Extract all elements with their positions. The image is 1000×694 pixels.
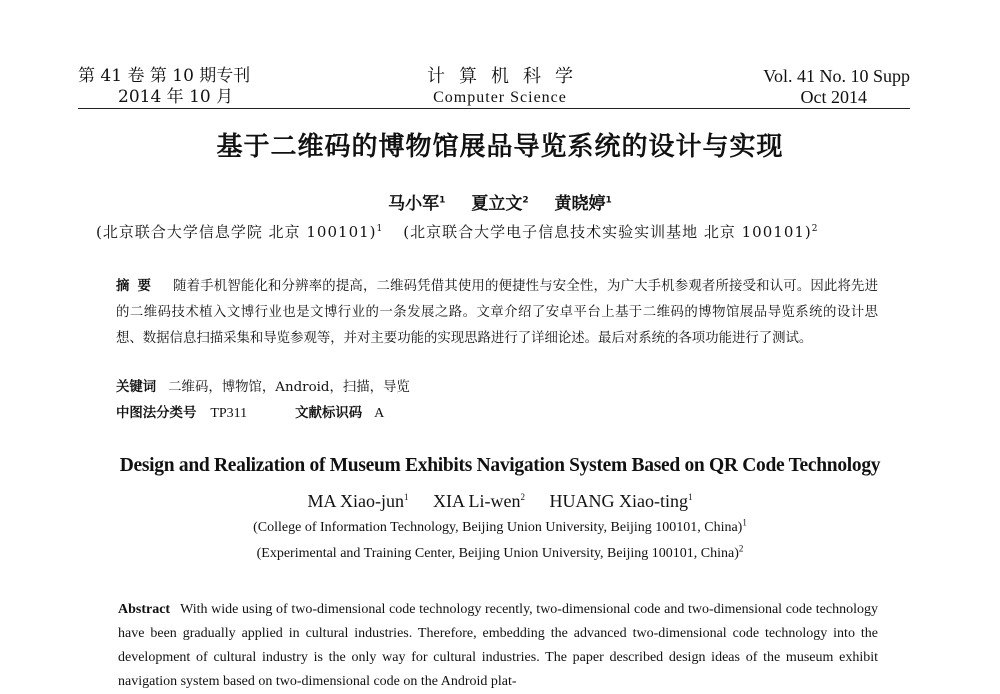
issue-line: 第 41 卷 第 10 期专刊 [78,66,251,86]
author-en [308,491,409,511]
author-name: 夏立文 [471,194,523,214]
running-header-right [763,66,910,108]
abstract-label-cn: 摘要 [116,279,160,294]
classification-cn [116,404,384,424]
issue-date: 2014 年 10 月 [118,87,234,107]
author-sup: 2 [520,492,525,502]
doc-code-label: 文献标识码 [295,406,363,421]
affiliation-en: (Experimental and Training Center, Beijing Union University, Beijing 100101, China) [256,546,739,561]
date-en: Oct 2014 [800,87,867,107]
affiliation-cn: (北京联合大学信息学院 北京 100101) [96,223,377,241]
affiliation-sup: 2 [738,543,744,554]
doc-code-value: A [374,406,385,421]
affiliation-cn: (北京联合大学电子信息技术实验实训基地 北京 100101) [403,223,812,241]
affiliation-en-1 [0,517,1000,536]
clc-label: 中图法分类号 [116,406,197,421]
author-sup: 1 [404,492,409,502]
affiliation-sup: 2 [811,224,819,234]
affiliation-en: (College of Information Technology, Beijing Union University, Beijing 100101, China) [253,520,743,535]
author-sup: 1 [439,195,446,206]
abstract-text-cn: 随着手机智能化和分辨率的提高，二维码凭借其使用的便捷性与安全性，为广大手机参观者所接受和认可。因此将先进的二维码技术植入文博行业也是文博行业的一条发展之路。文章介绍了安卓平台上基于二维码的博物馆展品导览系统的设计思想、数据信息扫描采集和导览参观等，并对主要功能的实现思路进行了详细论述。最后对系统的各项功能进行了测试。 [116,279,879,346]
author-sup: 1 [605,195,612,206]
author-sup: 1 [687,492,693,502]
abstract-label-en: Abstract [118,602,171,617]
author-sup: 2 [522,195,529,206]
paper-title-cn: 基于二维码的博物馆展品导览系统的设计与实现 [216,132,784,162]
author-list-en [0,491,1000,512]
journal-name-en: Computer Science [433,89,567,106]
author-en [550,491,693,511]
author-name: MA Xiao-jun [307,491,405,511]
author-en [433,491,525,511]
author-name: HUANG Xiao-ting [549,491,688,511]
author-name: 马小军 [388,194,440,214]
journal-name-cn: 计算机科学 [427,66,587,87]
paper-title-en: Design and Realization of Museum Exhibits Navigation System Based on QR Code Technology [119,455,881,476]
affiliation-sup: 1 [742,517,747,528]
clc-value: TP311 [210,406,248,421]
keywords-label-cn: 关键词 [116,380,157,395]
author-cn [388,194,445,214]
abstract-text-en: With wide using of two-dimensional code technology recently, two-dimensional code and two-dimensional code technology have been gradually applied in cultural industries. Therefore, embedding the advanced two-dimensional code technology into the development of cultural industry is the only way for cultural industries. The paper described design ideas of the museum exhibit navigation system based on two-dimensional code on the Android plat- [118,602,878,689]
author-list-cn [0,189,1000,214]
author-name: XIA Li-wen [433,491,521,511]
volume-en: Vol. 41 No. 10 Supp [763,66,910,86]
abstract-cn [116,274,878,352]
affiliations-cn [96,221,819,242]
abstract-en [118,598,878,694]
author-cn [471,194,528,214]
affiliation-sup: 1 [376,224,384,234]
author-cn [555,194,612,214]
keywords-cn [116,378,410,398]
author-name: 黄晓婷 [554,194,606,214]
header-rule [78,108,910,109]
keywords-text-cn: 二维码，博物馆，Android，扫描，导览 [168,380,410,395]
affiliation-en-2 [0,543,1000,562]
